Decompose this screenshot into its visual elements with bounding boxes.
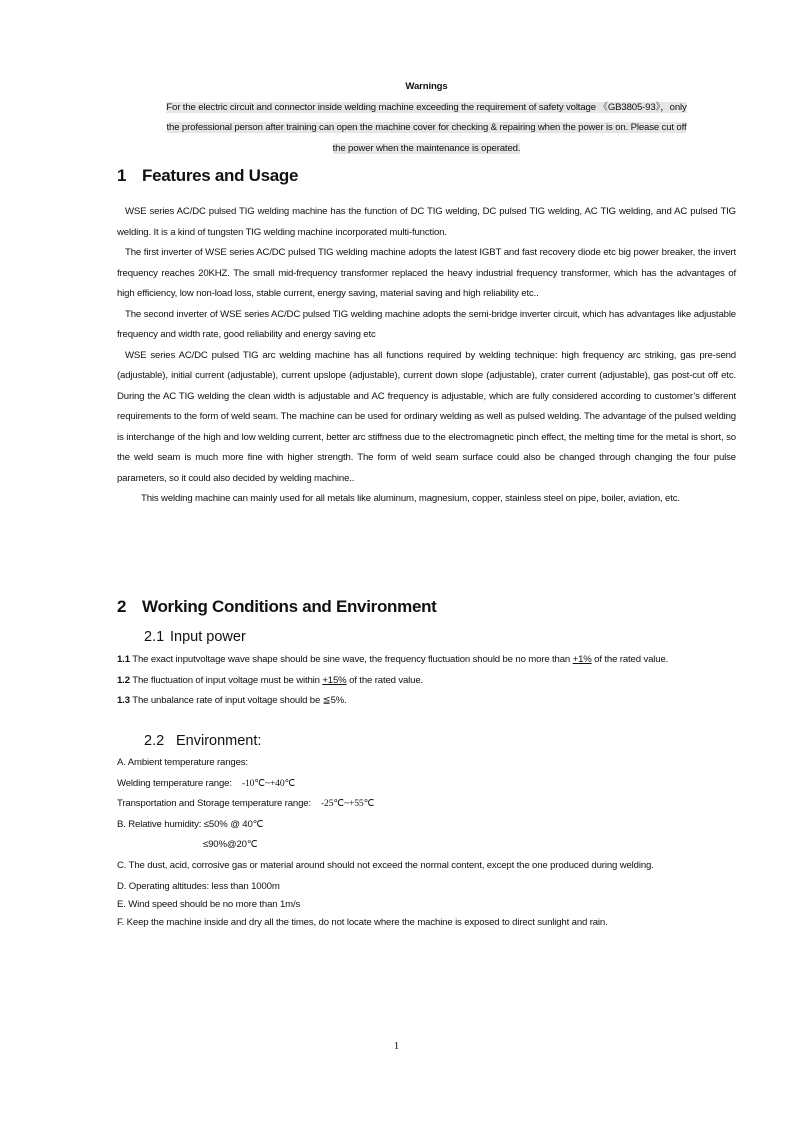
warnings-title: Warnings (405, 81, 448, 92)
section-2-heading: 2 Working Conditions and Environment (117, 597, 437, 616)
page-number: 1 (393, 1040, 400, 1052)
humidity-1: B. Relative humidity: ≤50% @ 40℃ (117, 818, 264, 830)
list-item: 1.2 The fluctuation of input voltage must be within +15% of the rated value. (117, 674, 424, 686)
welding-temperature: Welding temperature range: -10℃~+40℃ (117, 777, 296, 789)
environment-list (117, 753, 736, 932)
dust-note: C. The dust, acid, corrosive gas or material around should not exceed the normal content, except the one produced during welding. (117, 859, 654, 871)
warning-line: For the electric circuit and connector inside welding machine exceeding the requirement of safety voltage 《GB3805-93》，only (166, 101, 687, 113)
section-1-heading: 1 Features and Usage (117, 166, 299, 185)
storage-temperature: Transportation and Storage temperature range: -25℃~+55℃ (117, 798, 375, 809)
paragraph: WSE series AC/DC pulsed TIG welding machine has the function of DC TIG welding, DC pulsed TIG welding, AC TIG welding, and AC pulsed TIG welding. It is a kind of tungsten TIG welding machine incorporated multi-function. (117, 206, 736, 238)
warning-line: the power when the maintenance is operated. (332, 142, 521, 154)
input-power-list (117, 650, 736, 712)
warnings-block (117, 77, 736, 159)
humidity-2: ≤90%@20℃ (203, 839, 258, 850)
paragraph: WSE series AC/DC pulsed TIG arc welding machine has all functions required by welding technique: high frequency arc striking, gas pre-send (adjustable), initial current (adjustable), current upslope (adjustable), current down slope (adjustable), crater current (adjustable), gas post-cut off etc. During the AC TIG welding the clean width is adjustable and AC frequency is adjustable, which are fully considered according to customer’s different requirements to the form of weld seam. The machine can be used for ordinary welding as well as pulsed welding. The advantage of the pulsed welding is interchange of the high and low welding current, better arc stiffness due to the electromagnetic pinch effect, the melting time for the metal is short, so the weld seam is much more fine with higher strength. The form of weld seam surface could also be changed through changing the four pulse parameters, so it could also decided by welding machine.. (117, 349, 736, 484)
sunlight-note: F. Keep the machine inside and dry all the times, do not locate where the machine is exposed to direct sunlight and rain. (117, 917, 608, 928)
list-item: 1.1 The exact inputvoltage wave shape should be sine wave, the frequency fluctuation should be no more than +1% of the rated value. (117, 654, 669, 665)
paragraph: This welding machine can mainly used for all metals like aluminum, magnesium, copper, stainless steel on pipe, boiler, aviation, etc. (141, 493, 680, 504)
ambient-title: A. Ambient temperature ranges: (117, 757, 248, 768)
subsection-2-1-heading: 2.1 Input power (144, 629, 246, 645)
subsection-2-2-heading: 2.2 Environment: (144, 733, 262, 749)
list-item: 1.3 The unbalance rate of input voltage should be ≦5%. (117, 695, 347, 706)
paragraph: The first inverter of WSE series AC/DC pulsed TIG welding machine adopts the latest IGBT and fast recovery diode etc big power breaker, the invert frequency reaches 20KHZ. The small mid-frequency transformer replaced the heavy industrial frequency transformer, which has the advantages of high efficiency, low non-load loss, stable current, energy saving, material saving and high reliability etc.. (117, 247, 736, 299)
paragraph: The second inverter of WSE series AC/DC pulsed TIG welding machine adopts the semi-bridge inverter circuit, which has advantages like adjustable frequency and width rate, good reliability and energy saving etc (117, 308, 736, 340)
altitude-note: D. Operating altitudes: less than 1000m (117, 881, 280, 892)
section-1-body (117, 202, 736, 510)
wind-note: E. Wind speed should be no more than 1m/s (117, 899, 301, 910)
warning-line: the professional person after training can open the machine cover for checking & repairing when the power is on. Please cut off (166, 122, 687, 133)
